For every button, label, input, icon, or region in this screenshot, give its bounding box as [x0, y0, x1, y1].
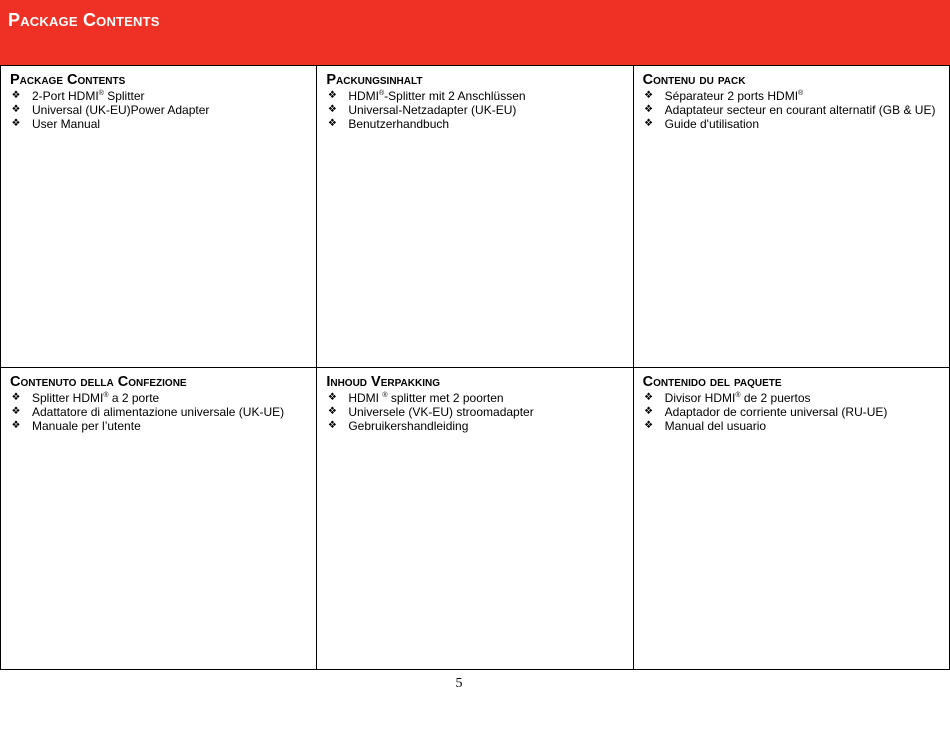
item-text: Guide d'utilisation	[664, 117, 760, 131]
cell-dutch	[317, 368, 633, 670]
diamond-bullet-icon: ❖	[11, 104, 21, 115]
item-text-suffix: Splitter	[103, 89, 145, 103]
list-item	[326, 391, 624, 405]
diamond-bullet-icon: ❖	[11, 90, 21, 101]
registered-mark: ®	[798, 90, 804, 97]
list-item	[10, 405, 308, 419]
item-text: Adaptateur secteur en courant alternatif (GB & UE)	[664, 103, 936, 117]
registered-mark: ®	[103, 392, 109, 399]
diamond-bullet-icon: ❖	[11, 420, 21, 431]
contents-list	[643, 89, 941, 131]
registered-mark: ®	[98, 90, 104, 97]
item-text-suffix: -Splitter mit 2 Anschlüssen	[384, 89, 526, 103]
item-text: Séparateur 2 ports HDMI	[664, 89, 799, 103]
diamond-bullet-icon: ❖	[327, 118, 337, 129]
list-item	[10, 89, 308, 103]
registered-mark: ®	[379, 90, 385, 97]
item-text: Divisor HDMI	[664, 391, 736, 405]
item-text-suffix: splitter met 2 poorten	[387, 391, 504, 405]
diamond-bullet-icon: ❖	[327, 406, 337, 417]
diamond-bullet-icon: ❖	[644, 118, 654, 129]
contents-list	[643, 391, 941, 433]
diamond-bullet-icon: ❖	[11, 392, 21, 403]
diamond-bullet-icon: ❖	[644, 420, 654, 431]
section-title: Inhoud Verpakking	[326, 374, 440, 390]
page-title: Package Contents	[8, 10, 160, 30]
section-title: Contenuto della Confezione	[10, 374, 187, 390]
item-text: Manuale per l’utente	[32, 419, 141, 433]
section-title: Contenido del paquete	[642, 374, 782, 390]
cell-italian	[1, 368, 317, 670]
list-item	[643, 89, 941, 103]
registered-mark: ®	[735, 392, 741, 399]
item-text: Universal (UK-EU)Power Adapter	[32, 103, 210, 117]
item-text: HDMI	[348, 89, 379, 103]
cell-spanish	[633, 368, 949, 670]
list-item	[326, 419, 624, 433]
diamond-bullet-icon: ❖	[644, 104, 654, 115]
cell-french	[633, 66, 949, 368]
diamond-bullet-icon: ❖	[327, 90, 337, 101]
list-item	[326, 89, 624, 103]
cell-english	[1, 66, 317, 368]
contents-grid	[0, 65, 950, 670]
contents-list	[10, 391, 308, 433]
list-item	[643, 117, 941, 131]
list-item	[326, 103, 624, 117]
item-text: Universele (VK-EU) stroomadapter	[348, 405, 534, 419]
list-item	[10, 103, 308, 117]
item-text: 2-Port HDMI	[32, 89, 99, 103]
diamond-bullet-icon: ❖	[644, 90, 654, 101]
item-text: HDMI	[348, 391, 383, 405]
diamond-bullet-icon: ❖	[11, 406, 21, 417]
list-item	[10, 117, 308, 131]
item-text: Splitter HDMI	[32, 391, 104, 405]
diamond-bullet-icon: ❖	[327, 104, 337, 115]
item-text: Adaptador de corriente universal (RU-UE)	[664, 405, 888, 419]
diamond-bullet-icon: ❖	[327, 420, 337, 431]
diamond-bullet-icon: ❖	[11, 118, 21, 129]
item-text: Universal-Netzadapter (UK-EU)	[348, 103, 517, 117]
header-banner	[0, 0, 950, 65]
list-item	[643, 103, 941, 117]
item-text: Benutzerhandbuch	[348, 117, 450, 131]
list-item	[643, 405, 941, 419]
contents-list	[326, 391, 624, 433]
list-item	[326, 117, 624, 131]
diamond-bullet-icon: ❖	[327, 392, 337, 403]
list-item	[326, 405, 624, 419]
list-item	[10, 419, 308, 433]
item-text: Adattatore di alimentazione universale (UK-UE)	[32, 405, 285, 419]
item-text-suffix: a 2 porte	[108, 391, 160, 405]
section-title: Contenu du pack	[642, 72, 746, 88]
page-number: 5	[455, 676, 463, 691]
item-text-suffix: de 2 puertos	[740, 391, 811, 405]
item-text: User Manual	[32, 117, 101, 131]
section-title: Package Contents	[10, 72, 126, 88]
item-text: Gebruikershandleiding	[348, 419, 469, 433]
cell-german	[317, 66, 633, 368]
list-item	[643, 391, 941, 405]
item-text: Manual del usuario	[664, 419, 767, 433]
diamond-bullet-icon: ❖	[644, 392, 654, 403]
list-item	[643, 419, 941, 433]
contents-list	[10, 89, 308, 131]
list-item	[10, 391, 308, 405]
diamond-bullet-icon: ❖	[644, 406, 654, 417]
registered-mark: ®	[382, 392, 388, 399]
contents-list	[326, 89, 624, 131]
section-title: Packungsinhalt	[326, 72, 423, 88]
